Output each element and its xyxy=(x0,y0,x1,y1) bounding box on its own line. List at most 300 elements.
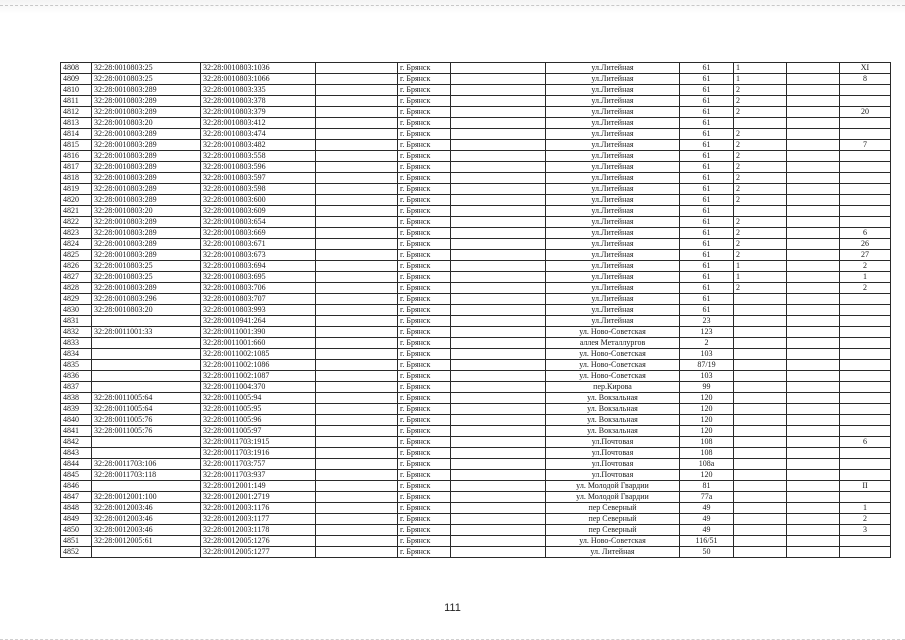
cell-empty xyxy=(787,426,840,437)
cell-empty xyxy=(316,173,398,184)
cell-city: г. Брянск xyxy=(398,74,451,85)
page-number: 111 xyxy=(444,602,461,614)
cell-record-number: 4831 xyxy=(61,316,92,327)
cell-empty xyxy=(787,173,840,184)
table-row xyxy=(61,195,891,206)
cell-object-cadastral-number: 32:28:0011703:937 xyxy=(201,470,316,481)
table-row xyxy=(61,459,891,470)
cell-land-cadastral-number: 32:28:0010803:289 xyxy=(92,283,201,294)
cell-object-cadastral-number: 32:28:0010803:482 xyxy=(201,140,316,151)
cell-apartment: 26 xyxy=(840,239,891,250)
cell-land-cadastral-number: 32:28:0010803:20 xyxy=(92,118,201,129)
cell-object-cadastral-number: 32:28:0010803:1036 xyxy=(201,63,316,74)
cell-record-number: 4822 xyxy=(61,217,92,228)
cell-land-cadastral-number: 32:28:0010803:25 xyxy=(92,63,201,74)
cell-empty xyxy=(787,536,840,547)
cell-object-cadastral-number: 32:28:0010803:993 xyxy=(201,305,316,316)
cell-house: 61 xyxy=(680,162,734,173)
table-row xyxy=(61,239,891,250)
cell-city: г. Брянск xyxy=(398,371,451,382)
cell-house: 108 xyxy=(680,437,734,448)
cell-empty xyxy=(316,206,398,217)
cell-city: г. Брянск xyxy=(398,85,451,96)
cell-record-number: 4843 xyxy=(61,448,92,459)
cell-empty xyxy=(451,217,546,228)
table-row xyxy=(61,129,891,140)
cell-house: 61 xyxy=(680,272,734,283)
cell-apartment xyxy=(840,217,891,228)
cell-empty xyxy=(451,382,546,393)
cell-object-cadastral-number: 32:28:0010803:654 xyxy=(201,217,316,228)
cell-street: ул.Литейная xyxy=(546,129,680,140)
cell-empty xyxy=(316,316,398,327)
cell-record-number: 4813 xyxy=(61,118,92,129)
table-row xyxy=(61,118,891,129)
cell-street: ул.Литейная xyxy=(546,195,680,206)
cell-empty xyxy=(316,107,398,118)
cell-street: ул. Ново-Советская xyxy=(546,327,680,338)
cell-empty xyxy=(316,74,398,85)
cell-record-number: 4845 xyxy=(61,470,92,481)
cell-empty xyxy=(787,85,840,96)
table-row xyxy=(61,426,891,437)
cell-house: 49 xyxy=(680,525,734,536)
cell-apartment xyxy=(840,195,891,206)
cell-empty xyxy=(787,96,840,107)
cell-city: г. Брянск xyxy=(398,206,451,217)
table-row xyxy=(61,338,891,349)
cell-city: г. Брянск xyxy=(398,162,451,173)
cell-empty xyxy=(451,129,546,140)
cell-empty xyxy=(787,162,840,173)
cell-apartment xyxy=(840,393,891,404)
cell-city: г. Брянск xyxy=(398,195,451,206)
cell-empty xyxy=(451,547,546,558)
cell-building: 1 xyxy=(734,74,787,85)
cell-empty xyxy=(787,382,840,393)
cell-empty xyxy=(451,63,546,74)
cell-land-cadastral-number: 32:28:0010803:289 xyxy=(92,162,201,173)
cell-building xyxy=(734,547,787,558)
cell-empty xyxy=(451,404,546,415)
scan-edge-top xyxy=(0,0,905,14)
cell-empty xyxy=(787,514,840,525)
cell-house: 120 xyxy=(680,415,734,426)
cell-empty xyxy=(451,228,546,239)
cell-street: ул.Почтовая xyxy=(546,470,680,481)
cell-land-cadastral-number xyxy=(92,360,201,371)
cell-apartment xyxy=(840,448,891,459)
cell-record-number: 4814 xyxy=(61,129,92,140)
cell-house: 61 xyxy=(680,239,734,250)
cell-land-cadastral-number: 32:28:0010803:25 xyxy=(92,74,201,85)
cell-house: 23 xyxy=(680,316,734,327)
cell-empty xyxy=(451,503,546,514)
cell-record-number: 4849 xyxy=(61,514,92,525)
cell-house: 108 xyxy=(680,448,734,459)
cell-building: 2 xyxy=(734,228,787,239)
table-row xyxy=(61,470,891,481)
table-row xyxy=(61,217,891,228)
cell-object-cadastral-number: 32:28:0010803:1066 xyxy=(201,74,316,85)
cell-empty xyxy=(787,437,840,448)
cell-record-number: 4812 xyxy=(61,107,92,118)
cell-empty xyxy=(316,184,398,195)
cell-land-cadastral-number xyxy=(92,371,201,382)
cell-street: ул. Литейная xyxy=(546,547,680,558)
cell-empty xyxy=(787,283,840,294)
cell-empty xyxy=(451,360,546,371)
cell-empty xyxy=(787,459,840,470)
cell-land-cadastral-number: 32:28:0011703:106 xyxy=(92,459,201,470)
cell-land-cadastral-number: 32:28:0011005:76 xyxy=(92,426,201,437)
cell-empty xyxy=(451,470,546,481)
cell-apartment: 27 xyxy=(840,250,891,261)
cell-record-number: 4839 xyxy=(61,404,92,415)
cell-city: г. Брянск xyxy=(398,316,451,327)
cell-street: ул.Литейная xyxy=(546,162,680,173)
cell-apartment: 2 xyxy=(840,514,891,525)
cell-empty xyxy=(451,107,546,118)
cell-building: 2 xyxy=(734,173,787,184)
cell-house: 61 xyxy=(680,283,734,294)
cell-city: г. Брянск xyxy=(398,151,451,162)
cell-empty xyxy=(316,305,398,316)
cell-empty xyxy=(451,96,546,107)
cell-record-number: 4820 xyxy=(61,195,92,206)
cell-empty xyxy=(787,393,840,404)
cell-apartment: 2 xyxy=(840,261,891,272)
cell-street: ул.Литейная xyxy=(546,96,680,107)
cell-building xyxy=(734,118,787,129)
cell-land-cadastral-number: 32:28:0012003:46 xyxy=(92,525,201,536)
cell-house: 108а xyxy=(680,459,734,470)
cell-object-cadastral-number: 32:28:0010803:609 xyxy=(201,206,316,217)
cell-empty xyxy=(316,195,398,206)
cell-street: ул.Литейная xyxy=(546,85,680,96)
cell-empty xyxy=(787,470,840,481)
cell-city: г. Брянск xyxy=(398,294,451,305)
cell-object-cadastral-number: 32:28:0011005:96 xyxy=(201,415,316,426)
cell-apartment xyxy=(840,371,891,382)
cell-city: г. Брянск xyxy=(398,525,451,536)
cell-empty xyxy=(451,371,546,382)
cell-city: г. Брянск xyxy=(398,173,451,184)
table-row xyxy=(61,107,891,118)
cell-record-number: 4824 xyxy=(61,239,92,250)
cell-empty xyxy=(316,250,398,261)
cell-street: ул. Ново-Советская xyxy=(546,371,680,382)
cell-street: ул. Ново-Советская xyxy=(546,360,680,371)
cell-land-cadastral-number: 32:28:0012003:46 xyxy=(92,514,201,525)
cell-house: 61 xyxy=(680,85,734,96)
cell-empty xyxy=(316,239,398,250)
table-row xyxy=(61,63,891,74)
cell-record-number: 4846 xyxy=(61,481,92,492)
cell-house: 61 xyxy=(680,195,734,206)
cell-empty xyxy=(451,206,546,217)
cell-city: г. Брянск xyxy=(398,382,451,393)
cell-empty xyxy=(451,74,546,85)
cell-empty xyxy=(787,448,840,459)
cell-empty xyxy=(316,272,398,283)
table-row xyxy=(61,525,891,536)
cell-city: г. Брянск xyxy=(398,415,451,426)
cell-city: г. Брянск xyxy=(398,283,451,294)
cell-apartment: 6 xyxy=(840,437,891,448)
cell-house: 50 xyxy=(680,547,734,558)
table-row xyxy=(61,547,891,558)
cell-building xyxy=(734,305,787,316)
cell-record-number: 4827 xyxy=(61,272,92,283)
cell-empty xyxy=(316,217,398,228)
cell-empty xyxy=(316,415,398,426)
cell-street: ул.Литейная xyxy=(546,74,680,85)
cell-building: 2 xyxy=(734,195,787,206)
cell-building xyxy=(734,393,787,404)
cell-apartment xyxy=(840,129,891,140)
cell-street: ул.Литейная xyxy=(546,206,680,217)
cell-building xyxy=(734,503,787,514)
cell-street: ул. Вокзальная xyxy=(546,393,680,404)
cell-record-number: 4823 xyxy=(61,228,92,239)
cell-empty xyxy=(787,151,840,162)
cell-street: ул.Почтовая xyxy=(546,437,680,448)
cell-empty xyxy=(316,492,398,503)
cell-object-cadastral-number: 32:28:0010803:669 xyxy=(201,228,316,239)
cell-land-cadastral-number: 32:28:0010803:289 xyxy=(92,107,201,118)
cell-apartment xyxy=(840,426,891,437)
cell-land-cadastral-number: 32:28:0010803:289 xyxy=(92,228,201,239)
cell-street: ул.Литейная xyxy=(546,316,680,327)
cell-land-cadastral-number: 32:28:0010803:289 xyxy=(92,85,201,96)
cell-empty xyxy=(787,250,840,261)
cell-object-cadastral-number: 32:28:0011004:370 xyxy=(201,382,316,393)
cell-object-cadastral-number: 32:28:0011001:390 xyxy=(201,327,316,338)
cell-building: 1 xyxy=(734,272,787,283)
cell-empty xyxy=(451,459,546,470)
cell-house: 61 xyxy=(680,151,734,162)
cell-street: ул.Литейная xyxy=(546,184,680,195)
cell-house: 61 xyxy=(680,173,734,184)
cell-city: г. Брянск xyxy=(398,217,451,228)
cell-empty xyxy=(787,415,840,426)
cell-apartment xyxy=(840,382,891,393)
cell-object-cadastral-number: 32:28:0012005:1277 xyxy=(201,547,316,558)
cell-apartment xyxy=(840,470,891,481)
property-register-table xyxy=(60,62,891,558)
cell-record-number: 4815 xyxy=(61,140,92,151)
cell-apartment: 3 xyxy=(840,525,891,536)
cell-object-cadastral-number: 32:28:0010803:600 xyxy=(201,195,316,206)
table-row xyxy=(61,360,891,371)
cell-record-number: 4832 xyxy=(61,327,92,338)
cell-object-cadastral-number: 32:28:0012003:1177 xyxy=(201,514,316,525)
table-row xyxy=(61,283,891,294)
cell-land-cadastral-number: 32:28:0010803:25 xyxy=(92,261,201,272)
table-row xyxy=(61,184,891,195)
cell-apartment: 2 xyxy=(840,283,891,294)
cell-street: ул. Вокзальная xyxy=(546,404,680,415)
cell-street: ул.Литейная xyxy=(546,294,680,305)
cell-street: ул. Молодой Гвардии xyxy=(546,481,680,492)
cell-city: г. Брянск xyxy=(398,503,451,514)
cell-building: 2 xyxy=(734,283,787,294)
cell-land-cadastral-number: 32:28:0010803:296 xyxy=(92,294,201,305)
cell-land-cadastral-number: 32:28:0012001:100 xyxy=(92,492,201,503)
cell-land-cadastral-number xyxy=(92,338,201,349)
cell-street: ул. Вокзальная xyxy=(546,426,680,437)
cell-house: 61 xyxy=(680,228,734,239)
cell-building xyxy=(734,514,787,525)
cell-object-cadastral-number: 32:28:0010803:707 xyxy=(201,294,316,305)
cell-building: 2 xyxy=(734,184,787,195)
cell-record-number: 4821 xyxy=(61,206,92,217)
cell-house: 99 xyxy=(680,382,734,393)
cell-house: 120 xyxy=(680,393,734,404)
cell-street: ул.Литейная xyxy=(546,228,680,239)
cell-land-cadastral-number: 32:28:0011005:64 xyxy=(92,393,201,404)
cell-empty xyxy=(787,294,840,305)
cell-house: 61 xyxy=(680,107,734,118)
cell-object-cadastral-number: 32:28:0012005:1276 xyxy=(201,536,316,547)
cell-empty xyxy=(316,85,398,96)
cell-object-cadastral-number: 32:28:0010803:474 xyxy=(201,129,316,140)
cell-empty xyxy=(787,316,840,327)
cell-empty xyxy=(787,184,840,195)
cell-city: г. Брянск xyxy=(398,327,451,338)
cell-object-cadastral-number: 32:28:0010803:671 xyxy=(201,239,316,250)
cell-empty xyxy=(451,261,546,272)
cell-city: г. Брянск xyxy=(398,261,451,272)
cell-house: 123 xyxy=(680,327,734,338)
cell-house: 61 xyxy=(680,250,734,261)
cell-empty xyxy=(316,360,398,371)
cell-building xyxy=(734,536,787,547)
cell-city: г. Брянск xyxy=(398,129,451,140)
cell-land-cadastral-number: 32:28:0011703:118 xyxy=(92,470,201,481)
cell-land-cadastral-number: 32:28:0010803:289 xyxy=(92,129,201,140)
cell-empty xyxy=(787,503,840,514)
cell-empty xyxy=(316,63,398,74)
table-row xyxy=(61,228,891,239)
cell-object-cadastral-number: 32:28:0012001:2719 xyxy=(201,492,316,503)
cell-city: г. Брянск xyxy=(398,448,451,459)
cell-apartment xyxy=(840,404,891,415)
cell-street: ул.Литейная xyxy=(546,261,680,272)
cell-land-cadastral-number xyxy=(92,547,201,558)
cell-empty xyxy=(316,129,398,140)
cell-apartment: 1 xyxy=(840,272,891,283)
cell-building xyxy=(734,470,787,481)
cell-apartment xyxy=(840,316,891,327)
cell-empty xyxy=(316,448,398,459)
cell-empty xyxy=(787,349,840,360)
cell-empty xyxy=(316,536,398,547)
cell-street: ул.Литейная xyxy=(546,305,680,316)
cell-apartment xyxy=(840,492,891,503)
cell-house: 61 xyxy=(680,118,734,129)
cell-street: ул.Литейная xyxy=(546,250,680,261)
cell-city: г. Брянск xyxy=(398,393,451,404)
cell-apartment xyxy=(840,349,891,360)
cell-record-number: 4811 xyxy=(61,96,92,107)
cell-building: 2 xyxy=(734,239,787,250)
cell-empty xyxy=(451,448,546,459)
table-row xyxy=(61,382,891,393)
cell-empty xyxy=(451,151,546,162)
cell-empty xyxy=(316,459,398,470)
cell-record-number: 4851 xyxy=(61,536,92,547)
cell-object-cadastral-number: 32:28:0010803:596 xyxy=(201,162,316,173)
cell-building: 2 xyxy=(734,217,787,228)
cell-city: г. Брянск xyxy=(398,547,451,558)
cell-object-cadastral-number: 32:28:0011703:1915 xyxy=(201,437,316,448)
cell-house: 61 xyxy=(680,184,734,195)
table-row xyxy=(61,85,891,96)
table-row xyxy=(61,305,891,316)
cell-building: 2 xyxy=(734,129,787,140)
cell-building: 2 xyxy=(734,162,787,173)
cell-apartment xyxy=(840,547,891,558)
cell-empty xyxy=(316,503,398,514)
cell-record-number: 4808 xyxy=(61,63,92,74)
cell-apartment xyxy=(840,118,891,129)
cell-street: ул.Почтовая xyxy=(546,459,680,470)
table-row xyxy=(61,272,891,283)
cell-empty xyxy=(451,250,546,261)
cell-empty xyxy=(451,239,546,250)
table-row xyxy=(61,96,891,107)
cell-apartment: II xyxy=(840,481,891,492)
cell-building xyxy=(734,206,787,217)
cell-object-cadastral-number: 32:28:0010803:706 xyxy=(201,283,316,294)
cell-city: г. Брянск xyxy=(398,349,451,360)
table-row xyxy=(61,162,891,173)
cell-city: г. Брянск xyxy=(398,63,451,74)
cell-building xyxy=(734,525,787,536)
cell-house: 61 xyxy=(680,74,734,85)
table-row xyxy=(61,327,891,338)
cell-street: аллея Металлургов xyxy=(546,338,680,349)
cell-building xyxy=(734,360,787,371)
cell-street: ул.Литейная xyxy=(546,140,680,151)
cell-city: г. Брянск xyxy=(398,437,451,448)
cell-apartment xyxy=(840,173,891,184)
cell-house: 49 xyxy=(680,503,734,514)
cell-empty xyxy=(316,283,398,294)
cell-empty xyxy=(316,140,398,151)
cell-object-cadastral-number: 32:28:0010803:412 xyxy=(201,118,316,129)
cell-land-cadastral-number: 32:28:0011001:33 xyxy=(92,327,201,338)
cell-record-number: 4817 xyxy=(61,162,92,173)
cell-city: г. Брянск xyxy=(398,459,451,470)
cell-building xyxy=(734,382,787,393)
cell-empty xyxy=(451,184,546,195)
cell-empty xyxy=(451,118,546,129)
cell-empty xyxy=(787,140,840,151)
cell-city: г. Брянск xyxy=(398,360,451,371)
cell-apartment xyxy=(840,85,891,96)
cell-object-cadastral-number: 32:28:0012003:1176 xyxy=(201,503,316,514)
cell-record-number: 4833 xyxy=(61,338,92,349)
cell-street: ул. Ново-Советская xyxy=(546,536,680,547)
cell-empty xyxy=(787,206,840,217)
cell-land-cadastral-number xyxy=(92,437,201,448)
cell-object-cadastral-number: 32:28:0010803:694 xyxy=(201,261,316,272)
cell-empty xyxy=(316,294,398,305)
cell-empty xyxy=(451,272,546,283)
